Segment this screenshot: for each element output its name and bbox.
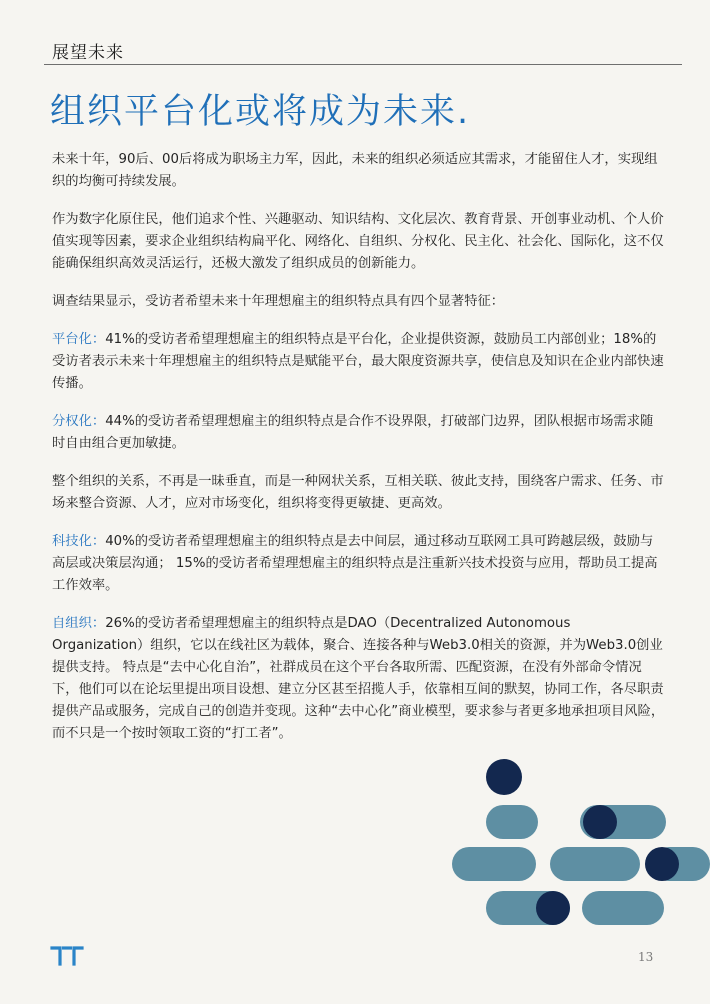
paragraph-text: 调查结果显示，受访者希望未来十年理想雇主的组织特点具有四个显著特征： [52,294,505,309]
decor-pill [582,891,664,925]
lead-label-self-organize: 自组织： [52,616,106,631]
brand-logo-icon [50,944,84,966]
paragraph-self-organize [52,613,666,745]
lead-label-platform: 平台化： [52,332,106,347]
paragraph-text: 未来十年，90后、00后将成为职场主力军，因此，未来的组织必须适应其需求，才能留住人才，实现组织的均衡可持续发展。 [52,152,658,189]
page-title: 组织平台化或将成为未来. [50,92,471,132]
decor-dot [645,847,679,881]
header-divider [44,64,682,65]
paragraph-text: 作为数字化原住民，他们追求个性、兴趣驱动、知识结构、文化层次、教育背景、开创事业动机、个人价值实现等因素，要求企业组织结构扁平化、网络化、自组织、分权化、民主化、社会化、国际化，这不仅能确保组织高效灵活运行，还极大激发了组织成员的创新能力。 [52,212,664,271]
section-header: 展望未来 [52,43,124,63]
decor-pill [550,847,640,881]
paragraph-text: 26%的受访者希望理想雇主的组织特点是DAO（Decentralized Autonomous Organization）组织，它以在线社区为载体，聚合、连接各种与Web3.0相关的资源，并为Web3.0创业提供支持。 特点是“去中心化自治”，社群成员在这个平台各取所需、匹配资源，在没有外部命令情况下，他们可以在论坛里提出项目设想、建立分区甚至招揽人手，依靠相互间的默契，协同工作，各尽职责提供产品或服务，完成自己的创造并变现。这种“去中心化”商业模型，要求参与者更多地承担项目风险，而不只是一个按时领取工资的“打工者”。 [52,616,665,741]
paragraph-platform [52,329,666,395]
decor-pill [452,847,536,881]
paragraph-network [52,471,666,515]
decor-pill [486,805,538,839]
lead-label-technology: 科技化： [52,534,106,549]
paragraph-text: 整个组织的关系，不再是一昧垂直，而是一种网状关系，互相关联、彼此支持，围绕客户需求、任务、市场来整合资源、人才，应对市场变化，组织将变得更敏捷、更高效。 [52,474,664,511]
paragraph-technology [52,531,666,597]
paragraph-text: 40%的受访者希望理想雇主的组织特点是去中间层，通过移动互联网工具可跨越层级，鼓励与高层或决策层沟通； 15%的受访者希望理想雇主的组织特点是注重新兴技术投资与应用，帮助员工提高工作效率。 [52,534,658,593]
paragraph-decentralize [52,411,666,455]
paragraph-intro [52,149,666,193]
article-body [52,149,666,761]
paragraph-digital-natives [52,209,666,275]
lead-label-decentralize: 分权化： [52,414,106,429]
decor-dot [486,759,522,795]
decor-dot [583,805,617,839]
paragraph-survey [52,291,666,313]
paragraph-text: 41%的受访者希望理想雇主的组织特点是平台化，企业提供资源，鼓励员工内部创业；18%的受访者表示未来十年理想雇主的组织特点是赋能平台，最大限度资源共享，使信息及知识在企业内部快速传播。 [52,332,664,391]
page-number: 13 [638,950,654,964]
paragraph-text: 44%的受访者希望理想雇主的组织特点是合作不设界限，打破部门边界，团队根据市场需求随时自由组合更加敏捷。 [52,414,654,451]
decor-dot [536,891,570,925]
decorative-pill-graphic [430,748,710,938]
